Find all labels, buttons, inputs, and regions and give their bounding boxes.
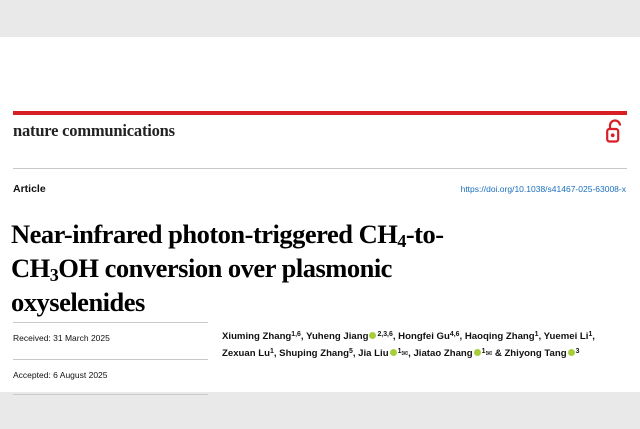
- author-list: [222, 329, 627, 363]
- author-affiliation-marker: 3: [575, 347, 580, 355]
- author-separator: ,: [592, 331, 595, 343]
- accepted-date: Accepted: 6 August 2025: [13, 370, 108, 380]
- author-affiliation-marker: 2,3,6: [377, 331, 393, 338]
- author-name: Xiuming Zhang: [222, 331, 292, 343]
- author-name: Haoqing Zhang: [464, 331, 535, 343]
- author-separator: ,: [300, 331, 307, 343]
- open-access-lock-icon: [604, 118, 626, 144]
- header-divider: [13, 168, 627, 169]
- viewer-bottom-band: [0, 392, 640, 429]
- title-line2-b: OH conversion over plasmonic: [58, 252, 392, 283]
- author-line-1: [222, 331, 595, 342]
- author-separator: ,: [459, 331, 465, 343]
- title-line1-sub: 4: [397, 230, 406, 251]
- author-separator: ,: [392, 331, 399, 343]
- history-divider-mid: [13, 359, 208, 360]
- author-affiliation-marker: 1: [534, 331, 539, 338]
- author-affiliation-marker: 1: [269, 347, 274, 355]
- author-name: Hongfei Gu: [398, 331, 450, 343]
- journal-masthead: nature communications: [13, 121, 175, 140]
- author-affiliation-marker: 1: [397, 347, 402, 355]
- author-name: Zexuan Lu: [222, 348, 270, 359]
- history-divider-bottom: [13, 394, 208, 395]
- paper-page: [0, 37, 640, 392]
- author-separator: ,: [273, 348, 280, 359]
- author-separator: ,: [352, 348, 359, 359]
- author-separator: ,: [408, 348, 414, 359]
- author-line-2: [222, 348, 579, 359]
- orcid-icon[interactable]: [390, 349, 397, 356]
- title-line2-a: CH: [11, 252, 50, 283]
- history-divider-top: [13, 322, 208, 323]
- author-name: Zhiyong Tang: [504, 348, 567, 359]
- author-affiliation-marker: 1: [481, 347, 486, 355]
- orcid-icon[interactable]: [369, 332, 376, 339]
- page-title: [11, 218, 531, 319]
- author-separator: ,: [538, 331, 544, 343]
- author-name: Jia Liu: [358, 348, 389, 359]
- title-line3: oxyselenides: [11, 286, 145, 317]
- author-affiliation-marker: 5: [348, 347, 353, 355]
- received-date: Received: 31 March 2025: [13, 333, 110, 343]
- author-name: Yuemei Li: [543, 331, 589, 343]
- viewer-top-band: [0, 0, 640, 37]
- brand-rule: [13, 111, 627, 115]
- orcid-icon[interactable]: [474, 349, 481, 356]
- title-line1-a: Near-infrared photon-triggered CH: [11, 218, 398, 249]
- article-type-label: Article: [13, 183, 46, 195]
- author-affiliation-marker: 1: [588, 331, 593, 338]
- orcid-icon[interactable]: [568, 349, 575, 356]
- envelope-icon[interactable]: ✉: [485, 348, 493, 358]
- envelope-icon[interactable]: ✉: [401, 348, 409, 358]
- title-line1-b: -to-: [405, 218, 444, 249]
- author-name: Jiatao Zhang: [413, 348, 473, 359]
- title-line2-sub: 3: [49, 264, 59, 285]
- author-affiliation-marker: 4,6: [449, 331, 460, 338]
- author-separator: &: [492, 348, 505, 359]
- doi-link[interactable]: https://doi.org/10.1038/s41467-025-63008-x: [460, 184, 626, 194]
- author-name: Yuheng Jiang: [306, 331, 369, 343]
- author-name: Shuping Zhang: [279, 348, 349, 359]
- author-affiliation-marker: 1,6: [291, 331, 301, 338]
